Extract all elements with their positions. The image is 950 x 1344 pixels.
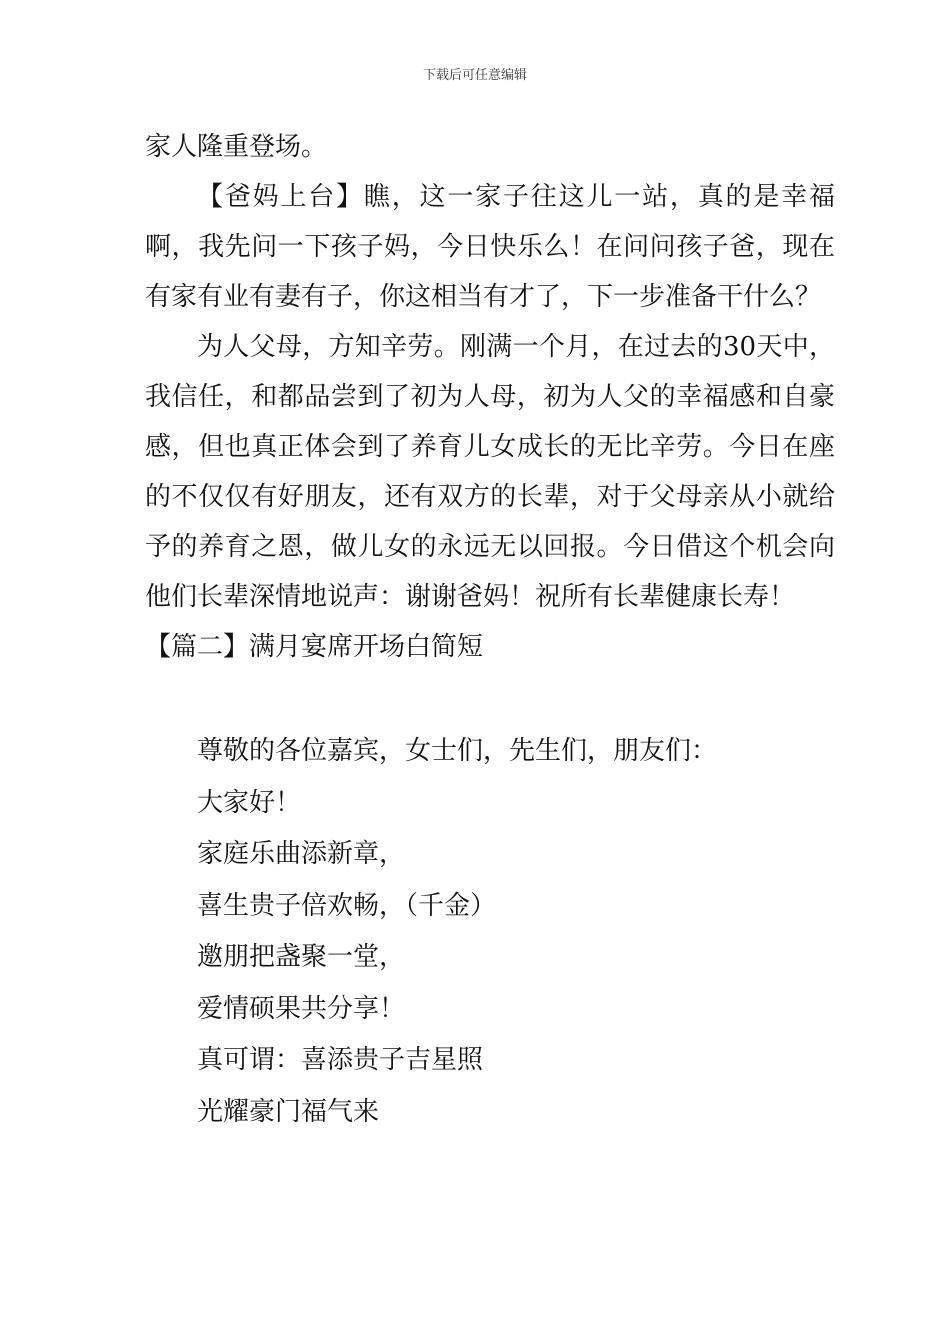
poem-line: 真可谓：喜添贵子吉星照: [197, 1045, 484, 1075]
paragraph-3: 为人父母，方知辛劳。刚满一个月，在过去的30天中，我信任，和都品尝到了初为人母，初为人父的幸福感和自豪感，但也真正体会到了养育儿女成长的无比辛劳。今日在座的不仅仅有好朋友，还有双方的长辈，对于父母亲从小就给予的养育之恩，做儿女的永远无以回报。今日借这个机会向他们长辈深情地说声：谢谢爸妈！祝所有长辈健康长寿！: [145, 332, 835, 612]
poem-line: 爱情硕果共分享！: [197, 993, 406, 1024]
paragraph-1: 家人隆重登场。: [145, 132, 328, 162]
poem-line: 光耀豪门福气来: [197, 1096, 380, 1127]
page-header: 下载后可任意编辑: [422, 68, 527, 83]
poem-line: 邀朋把盏聚一堂，: [197, 942, 406, 972]
poem-line: 尊敬的各位嘉宾，女士们，先生们，朋友们：: [197, 736, 718, 766]
paragraph-2: 【爸妈上台】瞧，这一家子往这儿一站，真的是幸福啊，我先问一下孩子妈，今日快乐么！在问问孩子爸，现在有家有业有妻有子，你这相当有才了，下一步准备干什么？: [145, 182, 835, 312]
poem-line: 大家好！: [197, 787, 302, 818]
section-heading: 【篇二】满月宴席开场白简短: [145, 632, 484, 662]
document-body: [145, 122, 835, 1138]
poem-line: 家庭乐曲添新章，: [197, 839, 406, 869]
poem-block: [145, 726, 835, 1138]
poem-line: 喜生贵子倍欢畅，（千金）: [197, 890, 497, 921]
